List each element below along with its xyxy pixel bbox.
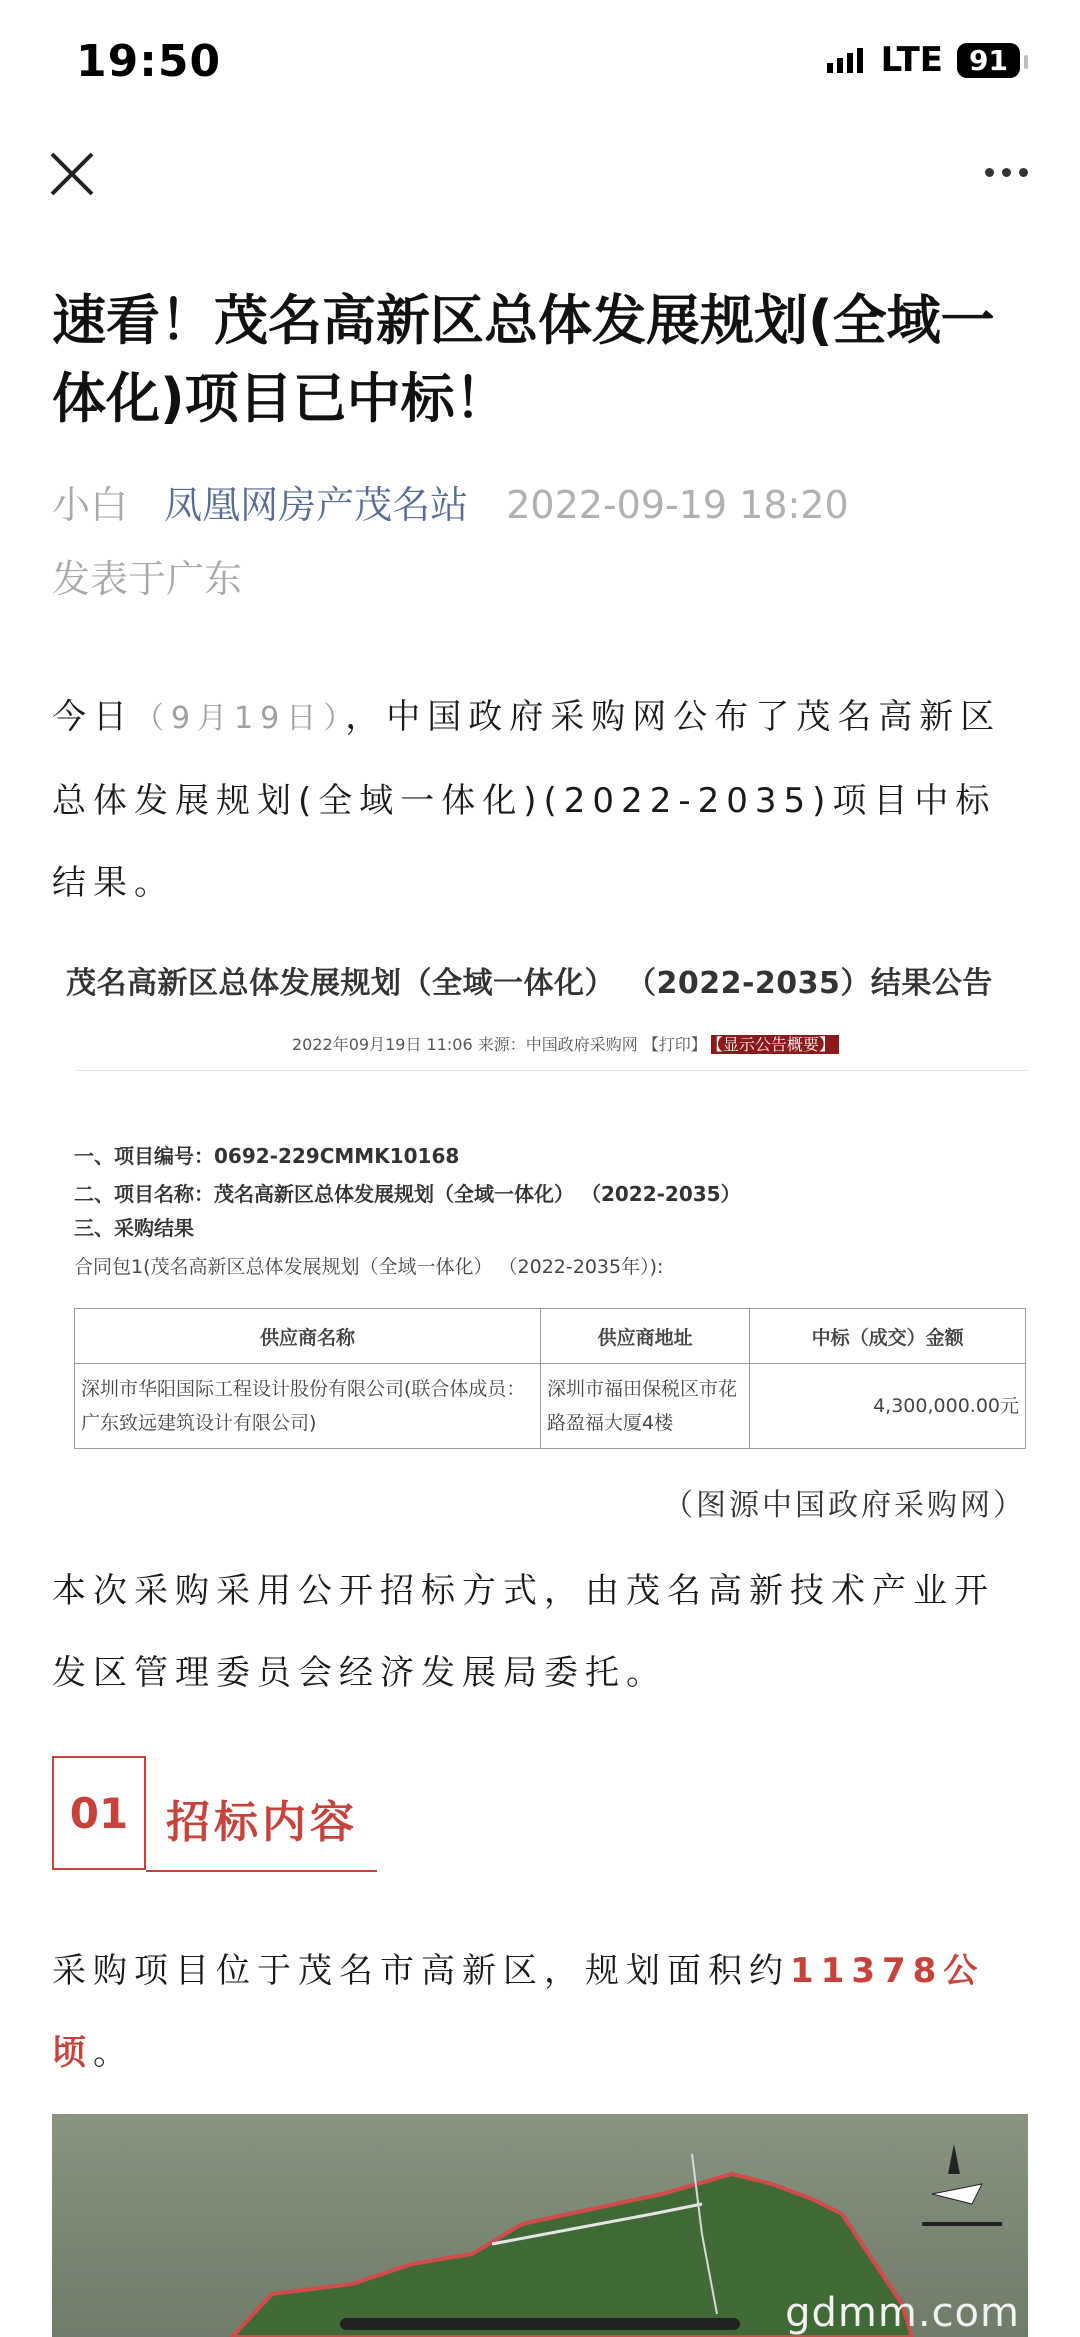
author-name: 小白: [52, 483, 129, 527]
image-caption: （图源中国政府采购网）: [663, 1488, 1026, 1523]
status-time: 19:50: [76, 36, 222, 87]
procurement-result-heading: 三、采购结果: [74, 1216, 194, 1240]
section-number: 01: [69, 1788, 129, 1838]
contract-package: 合同包1(茂名高新区总体发展规划（全域一体化） （2022-2035年）):: [74, 1256, 664, 1278]
article-title: 速看！茂名高新区总体发展规划(全域一体化)项目已中标！: [52, 289, 995, 430]
section-heading: [52, 1756, 377, 1872]
compass-icon: [932, 2144, 982, 2204]
table-cell: 4,300,000.00元: [750, 1364, 1026, 1449]
table-header: 供应商地址: [540, 1309, 749, 1364]
signal-icon: [827, 45, 867, 75]
more-options-button[interactable]: [985, 168, 1028, 177]
status-indicators: [827, 40, 1020, 80]
table-row: [75, 1364, 1026, 1449]
result-table: [74, 1308, 1026, 1449]
table-header: 中标（成交）金额: [750, 1309, 1026, 1364]
watermark: gdmm.com: [785, 2290, 1020, 2336]
announcement-summary-tag: 【显示公告概要】: [711, 1035, 839, 1054]
home-indicator[interactable]: [340, 2318, 740, 2330]
area-highlight: 11378公顷: [52, 1951, 985, 2073]
announcement-meta-text: 2022年09月19日 11:06 来源：中国政府采购网 【打印】: [292, 1035, 707, 1054]
project-name: 二、项目名称：茂名高新区总体发展规划（全域一体化） （2022-2035）: [74, 1182, 741, 1206]
table-cell: 深圳市福田保税区市花路盈福大厦4楼: [540, 1364, 749, 1449]
table-header-row: [75, 1309, 1026, 1364]
p1-date-note: （9月19日）: [134, 701, 346, 736]
paragraph-2: 本次采购采用公开招标方式，由茂名高新技术产业开发区管理委员会经济发展局委托。: [52, 1571, 995, 1693]
section-underline: [146, 1870, 377, 1872]
divider: [76, 1070, 1028, 1071]
section-title: 招标内容: [166, 1797, 358, 1848]
announcement-image[interactable]: [52, 940, 1028, 1460]
paragraph-3: [52, 1930, 1032, 2094]
network-label: LTE: [880, 40, 944, 80]
more-icon-dot: [1002, 168, 1011, 177]
announcement-meta: [292, 1032, 839, 1055]
table-header: 供应商名称: [75, 1309, 541, 1364]
announcement-title: 茂名高新区总体发展规划（全域一体化） （2022-2035）结果公告: [66, 966, 993, 1001]
publish-date: 2022-09-19 18:20: [506, 483, 849, 527]
paragraph-1: [52, 676, 1032, 924]
p3-text-b: 。: [93, 2033, 134, 2073]
p1-text-b: ，中国政府采购网公布了茂名高新区总体发展规划(全域一体化)(2022-2035)项目中标结果。: [52, 697, 1002, 903]
close-button[interactable]: [46, 148, 98, 200]
p1-text-a: 今日: [52, 697, 134, 737]
battery-indicator: 91: [957, 43, 1020, 78]
project-number: 一、项目编号：0692-229CMMK10168: [74, 1144, 460, 1168]
more-icon-dot: [1019, 168, 1028, 177]
publish-location: 发表于广东: [52, 557, 243, 601]
more-icon-dot: [985, 168, 994, 177]
account-link[interactable]: 凤凰网房产茂名站: [164, 483, 469, 527]
p3-text-a: 采购项目位于茂名市高新区，规划面积约: [52, 1951, 790, 1991]
article-meta: [52, 468, 1032, 616]
table-cell: 深圳市华阳国际工程设计股份有限公司(联合体成员：广东致远建筑设计有限公司): [75, 1364, 541, 1449]
close-icon: [46, 148, 98, 200]
